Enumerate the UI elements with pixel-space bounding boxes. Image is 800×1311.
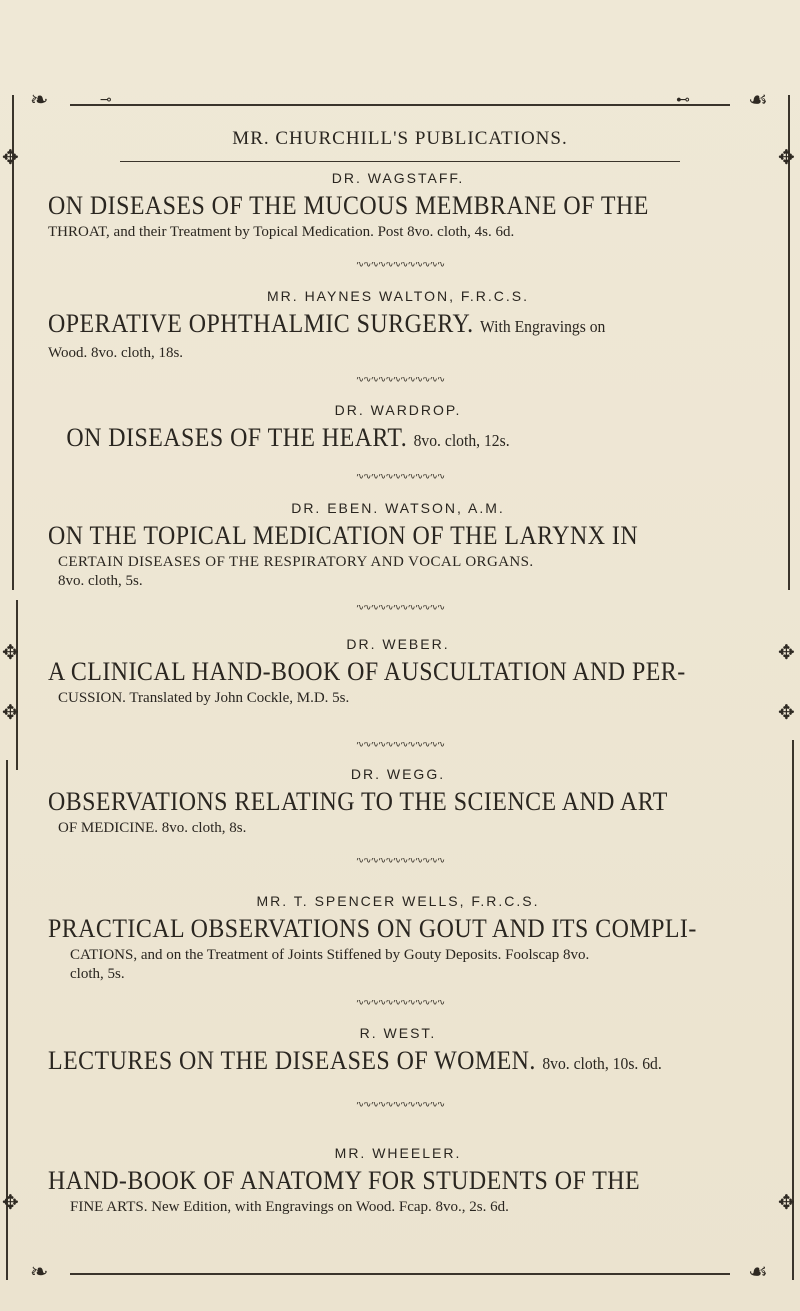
- entry-details: CATIONS, and on the Treatment of Joints Stiffened by Gouty Deposits. Foolscap 8vo.: [70, 947, 590, 963]
- bottom-rule: [70, 1273, 730, 1275]
- entry-title: ON DISEASES OF THE MUCOUS MEMBRANE OF THE: [48, 191, 649, 220]
- running-head: MR. CHURCHILL'S PUBLICATIONS.: [232, 128, 568, 149]
- side-ornament-left-1: ✥: [2, 145, 19, 169]
- entry-title: A CLINICAL HAND-BOOK OF AUSCULTATION AND PER-: [48, 657, 686, 686]
- entry-details: CUSSION. Translated by John Cockle, M.D. 5s.: [58, 690, 350, 706]
- entry-title: ON DISEASES OF THE HEART. 8vo. cloth, 12s.: [66, 423, 510, 452]
- catalogue-entry: [48, 288, 748, 363]
- entry-details: FINE ARTS. New Edition, with Engravings on Wood. Fcap. 8vo., 2s. 6d.: [70, 1199, 509, 1215]
- side-ornament-right-1: ✥: [778, 145, 795, 169]
- right-frame-rule-upper: [788, 95, 790, 590]
- entry-divider: ∿∿∿∿∿∿∿∿∿∿∿∿: [355, 1000, 445, 1006]
- entry-author: DR. WEBER.: [346, 636, 450, 652]
- entry-title: OPERATIVE OPHTHALMIC SURGERY. With Engravings on: [48, 309, 606, 338]
- catalogue-entry: [48, 1025, 748, 1078]
- side-ornament-right-3: ✥: [778, 700, 795, 724]
- corner-ornament-top-left: ❧: [30, 88, 49, 113]
- entry-title: OBSERVATIONS RELATING TO THE SCIENCE AND ART: [48, 787, 668, 816]
- corner-ornament-bottom-right: ☙: [748, 1260, 768, 1285]
- entry-divider: ∿∿∿∿∿∿∿∿∿∿∿∿: [355, 377, 445, 383]
- side-ornament-right-4: ✥: [778, 1190, 795, 1214]
- entry-author: MR. HAYNES WALTON, F.R.C.S.: [267, 288, 529, 304]
- entry-title: PRACTICAL OBSERVATIONS ON GOUT AND ITS COMPLI-: [48, 914, 697, 943]
- corner-ornament-bottom-left: ❧: [30, 1260, 49, 1285]
- entry-details: Wood. 8vo. cloth, 18s.: [48, 345, 184, 361]
- entry-details-line-2: 8vo. cloth, 5s.: [58, 573, 143, 589]
- entry-author: R. WEST.: [359, 1025, 437, 1041]
- side-ornament-left-2: ✥: [2, 640, 19, 664]
- catalogue-entry: [48, 1145, 748, 1217]
- rule-mark-left: ⊸: [100, 92, 112, 108]
- left-frame-rule-middle: [16, 600, 18, 770]
- entry-author: DR. WAGSTAFF.: [331, 170, 465, 186]
- entry-details-line-2: cloth, 5s.: [70, 966, 125, 982]
- entry-details: CERTAIN DISEASES OF THE RESPIRATORY AND VOCAL ORGANS.: [58, 554, 534, 570]
- entry-author: MR. WHEELER.: [334, 1145, 462, 1161]
- entry-details: OF MEDICINE. 8vo. cloth, 8s.: [58, 820, 247, 836]
- entry-divider: ∿∿∿∿∿∿∿∿∿∿∿∿: [355, 605, 445, 611]
- corner-ornament-top-right: ☙: [748, 88, 768, 113]
- entry-title: LECTURES ON THE DISEASES OF WOMEN. 8vo. cloth, 10s. 6d.: [48, 1046, 662, 1075]
- top-rule: [70, 104, 730, 106]
- catalogue-entry: [48, 766, 748, 838]
- entry-details: THROAT, and their Treatment by Topical Medication. Post 8vo. cloth, 4s. 6d.: [48, 224, 515, 240]
- side-ornament-left-4: ✥: [2, 1190, 19, 1214]
- side-ornament-right-2: ✥: [778, 640, 795, 664]
- entry-divider: ∿∿∿∿∿∿∿∿∿∿∿∿: [355, 262, 445, 268]
- catalogue-entry: [48, 636, 748, 708]
- rule-mark-right: ⊷: [676, 92, 690, 108]
- side-ornament-left-3: ✥: [2, 700, 19, 724]
- left-frame-rule-upper: [12, 95, 14, 590]
- entry-title: ON THE TOPICAL MEDICATION OF THE LARYNX IN: [48, 521, 639, 550]
- entry-author: DR. WARDROP.: [334, 402, 462, 418]
- entry-author: DR. EBEN. WATSON, A.M.: [291, 500, 505, 516]
- entry-divider: ∿∿∿∿∿∿∿∿∿∿∿∿: [355, 858, 445, 864]
- catalogue-entry: [48, 402, 748, 455]
- entry-divider: ∿∿∿∿∿∿∿∿∿∿∿∿: [355, 474, 445, 480]
- entry-title: HAND-BOOK OF ANATOMY FOR STUDENTS OF THE: [48, 1166, 641, 1195]
- entry-author: MR. T. SPENCER WELLS, F.R.C.S.: [256, 893, 540, 909]
- header-sub-rule: [120, 161, 680, 162]
- catalogue-entry: [48, 500, 748, 591]
- entry-divider: ∿∿∿∿∿∿∿∿∿∿∿∿: [355, 1102, 445, 1108]
- catalogue-entry: [48, 893, 748, 984]
- entry-author: DR. WEGG.: [350, 766, 446, 782]
- entry-divider: ∿∿∿∿∿∿∿∿∿∿∿∿: [355, 742, 445, 748]
- catalogue-entry: [48, 170, 748, 242]
